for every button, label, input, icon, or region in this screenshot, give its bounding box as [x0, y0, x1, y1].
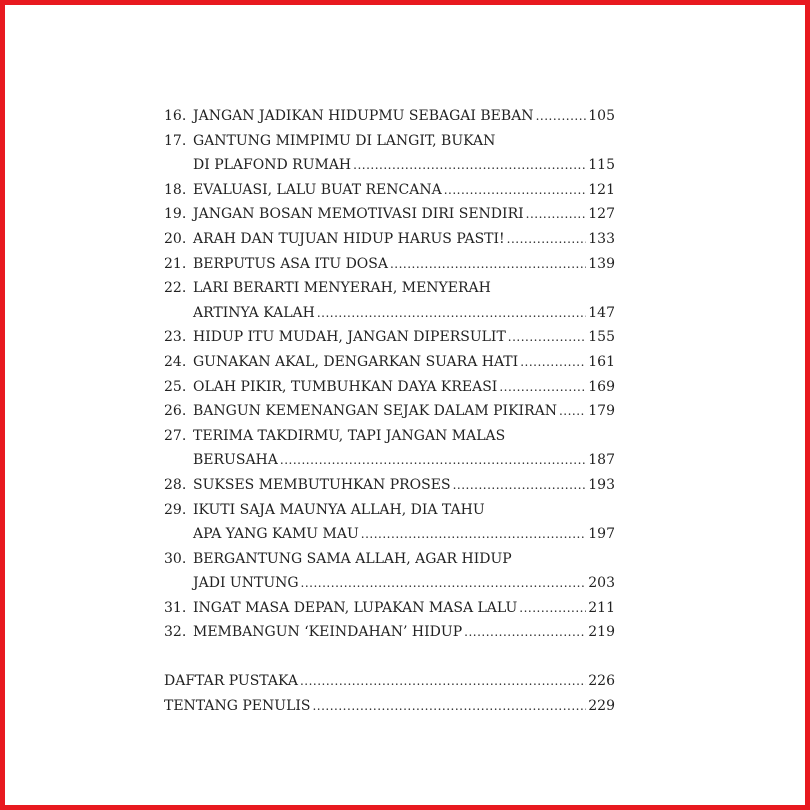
back-matter-entry: [164, 694, 615, 719]
toc-entry-line: [164, 375, 615, 400]
dot-leader: [519, 596, 586, 621]
table-of-contents: [164, 104, 615, 718]
toc-entry-line: [164, 350, 615, 375]
dot-leader: [390, 252, 586, 277]
chapter-number: 30.: [164, 550, 187, 567]
toc-entry-line: [164, 325, 615, 350]
chapter-title: HIDUP ITU MUDAH, JANGAN DIPERSULIT: [193, 329, 506, 346]
chapter-title: DI PLAFOND RUMAH: [193, 157, 352, 174]
toc-entry: [164, 350, 615, 375]
toc-entry-line: [164, 571, 615, 596]
page-number: 187: [588, 452, 615, 469]
toc-entry: [164, 227, 615, 252]
back-matter-entry: [164, 669, 615, 694]
back-matter-title: TENTANG PENULIS: [164, 697, 311, 714]
page-number: 105: [588, 108, 615, 124]
chapter-number: 29.: [164, 501, 187, 518]
toc-entry-line: [164, 669, 615, 694]
chapter-title: ARTINYA KALAH: [193, 304, 315, 321]
chapter-title: OLAH PIKIR, TUMBUHKAN DAYA KREASI: [193, 378, 498, 395]
dot-leader: [526, 202, 587, 227]
chapter-title: GANTUNG MIMPIMU DI LANGIT, BUKAN: [193, 132, 496, 149]
chapter-number: 26.: [164, 403, 187, 420]
page-number: 161: [588, 353, 615, 370]
toc-entry: [164, 104, 615, 129]
dot-leader: [280, 448, 586, 473]
section-gap: [164, 645, 615, 669]
chapter-title: JANGAN BOSAN MEMOTIVASI DIRI SENDIRI: [193, 206, 524, 223]
dot-leader: [464, 620, 586, 645]
toc-entry: [164, 252, 615, 277]
dot-leader: [444, 178, 587, 203]
chapter-number: 17.: [164, 132, 187, 149]
chapter-title: APA YANG KAMU MAU: [193, 526, 359, 543]
chapter-title: BERGANTUNG SAMA ALLAH, AGAR HIDUP: [193, 550, 512, 567]
chapter-number: 27.: [164, 427, 187, 444]
dot-leader: [353, 153, 586, 178]
dot-leader: [536, 104, 587, 129]
dot-leader: [300, 669, 586, 694]
toc-entry: [164, 399, 615, 424]
page-number: 121: [588, 181, 615, 198]
toc-entry: [164, 325, 615, 350]
chapter-number: 16.: [164, 108, 187, 124]
toc-entry-line: [164, 694, 615, 719]
toc-entry: [164, 498, 615, 547]
page-number: 179: [588, 403, 615, 420]
page-number: 203: [588, 575, 615, 592]
toc-entry-line: [164, 498, 615, 523]
toc-entry: [164, 202, 615, 227]
chapter-title: LARI BERARTI MENYERAH, MENYERAH: [193, 280, 491, 297]
toc-entry-line: [164, 547, 615, 572]
toc-entry-line: [164, 301, 615, 326]
toc-entry-line: [164, 104, 615, 129]
chapter-number: 22.: [164, 280, 187, 297]
page-number: 219: [588, 624, 615, 641]
toc-entry-line: [164, 129, 615, 154]
page-number: 127: [588, 206, 615, 223]
toc-entry: [164, 276, 615, 325]
page-number: 139: [588, 255, 615, 272]
toc-entry-line: [164, 473, 615, 498]
toc-entry-line: [164, 620, 615, 645]
chapter-title: ARAH DAN TUJUAN HIDUP HARUS PASTI!: [193, 230, 505, 247]
chapter-number: 31.: [164, 599, 187, 616]
toc-entry: [164, 178, 615, 203]
chapter-number: 28.: [164, 476, 187, 493]
toc-entry: [164, 596, 615, 621]
chapter-number: 18.: [164, 181, 187, 198]
page-number: 226: [588, 673, 615, 690]
dot-leader: [312, 694, 586, 719]
chapter-title: SUKSES MEMBUTUHKAN PROSES: [193, 476, 451, 493]
toc-entry: [164, 473, 615, 498]
chapter-title: BANGUN KEMENANGAN SEJAK DALAM PIKIRAN: [193, 403, 557, 420]
dot-leader: [507, 227, 587, 252]
page-number: 211: [588, 599, 615, 616]
toc-entry-line: [164, 276, 615, 301]
page-number: 115: [588, 157, 615, 174]
chapter-title: BERPUTUS ASA ITU DOSA: [193, 255, 388, 272]
toc-entry-line: [164, 153, 615, 178]
chapter-title: INGAT MASA DEPAN, LUPAKAN MASA LALU: [193, 599, 518, 616]
toc-entry-line: [164, 522, 615, 547]
toc-entry: [164, 547, 615, 596]
toc-entry-line: [164, 178, 615, 203]
page-number: 147: [588, 304, 615, 321]
page-number: 197: [588, 526, 615, 543]
toc-entry-line: [164, 424, 615, 449]
page-number: 229: [588, 697, 615, 714]
chapter-number: 23.: [164, 329, 187, 346]
page-number: 193: [588, 476, 615, 493]
chapter-number: 32.: [164, 624, 187, 641]
chapter-title: TERIMA TAKDIRMU, TAPI JANGAN MALAS: [193, 427, 506, 444]
dot-leader: [559, 399, 586, 424]
dot-leader: [499, 375, 586, 400]
page-number: 169: [588, 378, 615, 395]
dot-leader: [520, 350, 586, 375]
chapter-number: 19.: [164, 206, 187, 223]
toc-entry-line: [164, 227, 615, 252]
dot-leader: [453, 473, 587, 498]
chapter-title: EVALUASI, LALU BUAT RENCANA: [193, 181, 442, 198]
toc-entry-line: [164, 596, 615, 621]
chapter-number: 24.: [164, 353, 187, 370]
chapter-number: 21.: [164, 255, 187, 272]
page-number: 155: [588, 329, 615, 346]
toc-entry: [164, 129, 615, 178]
dot-leader: [508, 325, 586, 350]
page-number: 133: [588, 230, 615, 247]
chapter-title: BERUSAHA: [193, 452, 278, 469]
back-matter-title: DAFTAR PUSTAKA: [164, 673, 298, 690]
chapter-title: IKUTI SAJA MAUNYA ALLAH, DIA TAHU: [193, 501, 485, 518]
toc-entry-line: [164, 448, 615, 473]
chapter-title: MEMBANGUN ‘KEINDAHAN’ HIDUP: [193, 624, 463, 641]
dot-leader: [317, 301, 586, 326]
dot-leader: [301, 571, 587, 596]
dot-leader: [361, 522, 586, 547]
toc-entry-line: [164, 399, 615, 424]
chapter-number: 25.: [164, 378, 187, 395]
chapter-title: GUNAKAN AKAL, DENGARKAN SUARA HATI: [193, 353, 519, 370]
toc-entry: [164, 375, 615, 400]
toc-entry: [164, 620, 615, 645]
toc-entry: [164, 424, 615, 473]
chapter-title: JADI UNTUNG: [193, 575, 299, 592]
chapter-number: 20.: [164, 230, 187, 247]
toc-entry-line: [164, 202, 615, 227]
chapter-title: JANGAN JADIKAN HIDUPMU SEBAGAI BEBAN: [193, 108, 534, 124]
toc-entry-line: [164, 252, 615, 277]
